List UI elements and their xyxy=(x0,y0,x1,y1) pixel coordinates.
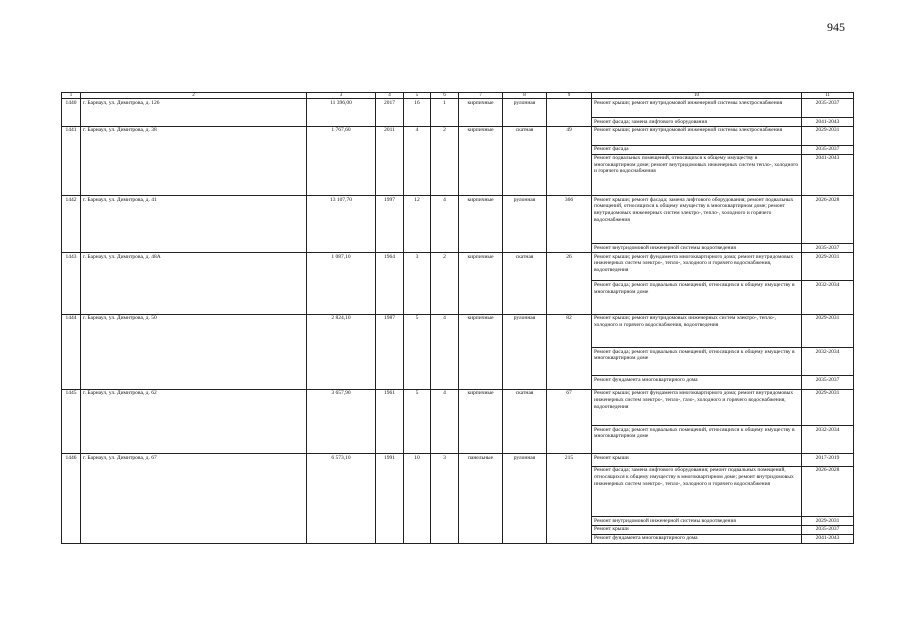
work-period-cell: 2029-2031 xyxy=(802,253,854,281)
year-cell: 1991 xyxy=(376,454,404,544)
column-number: 6 xyxy=(431,93,459,99)
column-number: 5 xyxy=(404,93,431,99)
roof-type-cell: рулонная xyxy=(503,454,547,544)
area-cell: 1 767,60 xyxy=(307,126,376,195)
year-cell: 1997 xyxy=(376,196,404,253)
year-cell: 2011 xyxy=(376,126,404,195)
table-row xyxy=(62,454,854,467)
area-cell: 1 087,10 xyxy=(307,253,376,315)
roof-type-cell: рулонная xyxy=(503,314,547,389)
work-description-cell: Ремонт фасада; ремонт подвальных помещений, относящихся к общему имуществу в многоквартирном доме xyxy=(592,426,802,454)
work-period-cell: 2035-2037 xyxy=(802,145,854,154)
work-period-cell: 2029-2031 xyxy=(802,126,854,145)
column-number: 1 xyxy=(62,93,81,99)
work-description-cell: Ремонт фасада xyxy=(592,145,802,154)
work-period-cell: 2029-2031 xyxy=(802,389,854,425)
row-number: 1441 xyxy=(62,126,81,195)
entrances-cell: 2 xyxy=(431,126,459,195)
work-period-cell: 2041-2043 xyxy=(802,154,854,196)
floors-cell: 12 xyxy=(404,196,431,253)
row-number: 1442 xyxy=(62,196,81,253)
apartments-cell: 82 xyxy=(547,314,592,389)
column-number: 3 xyxy=(307,93,376,99)
row-number: 1446 xyxy=(62,454,81,544)
work-period-cell: 2032-2034 xyxy=(802,281,854,314)
work-description-cell: Ремонт крыши; ремонт внутридомовой инженерной системы электроснабжения xyxy=(592,126,802,145)
work-description-cell: Ремонт фасада; ремонт подвальных помещений, относящихся к общему имуществу в многоквартирном доме xyxy=(592,281,802,314)
column-number: 7 xyxy=(459,93,503,99)
year-cell: 2017 xyxy=(376,99,404,127)
work-description-cell: Ремонт крыши; ремонт внутридомовых инженерных систем электро-, тепло-, холодного и горячего водоснабжения, водоотведения xyxy=(592,314,802,347)
address-cell: г. Барнаул, ул. Димитрова, д. 38 xyxy=(81,126,307,195)
wall-material-cell: панельные xyxy=(459,454,503,544)
wall-material-cell: кирпичные xyxy=(459,126,503,195)
work-period-cell: 2032-2034 xyxy=(802,348,854,376)
floors-cell: 3 xyxy=(404,253,431,315)
floors-cell: 4 xyxy=(404,126,431,195)
work-period-cell: 2035-2037 xyxy=(802,244,854,253)
area-cell: 13 107,70 xyxy=(307,196,376,253)
floors-cell: 5 xyxy=(404,389,431,454)
row-number: 1443 xyxy=(62,253,81,315)
table-row xyxy=(62,196,854,244)
work-description-cell: Ремонт фасада; замена лифтового оборудования; ремонт подвальных помещений, относящихся к общему имуществу в многоквартирном доме; ремонт внутридомовых инженерных систем электро-, тепло-, холодного и горячего водоснабжения xyxy=(592,466,802,516)
work-period-cell: 2026-2028 xyxy=(802,196,854,244)
repair-schedule-table xyxy=(61,92,854,544)
column-number: 10 xyxy=(592,93,802,99)
work-period-cell: 2041-2043 xyxy=(802,534,854,543)
area-cell: 3 657,90 xyxy=(307,389,376,454)
apartments-cell: 49 xyxy=(547,126,592,195)
work-description-cell: Ремонт крыши; ремонт фасада; замена лифтового оборудования; ремонт подвальных помещений, относящихся к общему имуществу в многоквартирном доме; ремонт внутридомовых инженерных систем электро-, тепло-, холодного и горячего водоснабжения xyxy=(592,196,802,244)
year-cell: 1961 xyxy=(376,389,404,454)
entrances-cell: 3 xyxy=(431,454,459,544)
row-number: 1444 xyxy=(62,314,81,389)
apartments-cell: 215 xyxy=(547,454,592,544)
entrances-cell: 4 xyxy=(431,389,459,454)
apartments-cell: 26 xyxy=(547,253,592,315)
apartments-cell: 67 xyxy=(547,389,592,454)
work-description-cell: Ремонт крыши; ремонт фундамента многоквартирного дома; ремонт внутридомовых инженерных систем электро-, тепло-, газо-, холодного и горячего водоснабжения, водоотведения xyxy=(592,389,802,425)
column-number: 11 xyxy=(802,93,854,99)
apartments-cell: 366 xyxy=(547,196,592,253)
work-description-cell: Ремонт фундамента многоквартирного дома xyxy=(592,534,802,543)
area-cell: 2 824,10 xyxy=(307,314,376,389)
address-cell: г. Барнаул, ул. Димитрова, д. 48А xyxy=(81,253,307,315)
entrances-cell: 4 xyxy=(431,314,459,389)
work-period-cell: 2026-2028 xyxy=(802,466,854,516)
roof-type-cell: скатная xyxy=(503,389,547,454)
floors-cell: 10 xyxy=(404,454,431,544)
address-cell: г. Барнаул, ул. Димитрова, д. 50 xyxy=(81,314,307,389)
address-cell: г. Барнаул, ул. Димитрова, д. 41 xyxy=(81,196,307,253)
work-description-cell: Ремонт фундамента многоквартирного дома xyxy=(592,376,802,390)
wall-material-cell: кирпичные xyxy=(459,99,503,127)
wall-material-cell: кирпичные xyxy=(459,196,503,253)
work-description-cell: Ремонт крыши xyxy=(592,525,802,534)
column-number: 9 xyxy=(547,93,592,99)
work-description-cell: Ремонт крыши; ремонт внутридомовой инженерной системы электроснабжения xyxy=(592,99,802,118)
wall-material-cell: кирпичные xyxy=(459,389,503,454)
work-period-cell: 2017-2019 xyxy=(802,454,854,467)
work-period-cell: 2029-2031 xyxy=(802,314,854,347)
address-cell: г. Барнаул, ул. Димитрова, д. 67 xyxy=(81,454,307,544)
table-row xyxy=(62,126,854,145)
roof-type-cell: скатная xyxy=(503,126,547,195)
table-row xyxy=(62,314,854,347)
row-number: 1440 xyxy=(62,99,81,127)
entrances-cell: 4 xyxy=(431,196,459,253)
wall-material-cell: кирпичные xyxy=(459,314,503,389)
page-number: 945 xyxy=(827,20,845,34)
floors-cell: 5 xyxy=(404,314,431,389)
roof-type-cell: скатная xyxy=(503,253,547,315)
table-row xyxy=(62,389,854,425)
address-cell: г. Барнаул, ул. Димитрова, д. 62 xyxy=(81,389,307,454)
row-number: 1445 xyxy=(62,389,81,454)
work-description-cell: Ремонт фасада; замена лифтового оборудования xyxy=(592,118,802,127)
column-number: 8 xyxy=(503,93,547,99)
work-period-cell: 2035-2037 xyxy=(802,99,854,118)
column-number: 2 xyxy=(81,93,307,99)
work-description-cell: Ремонт крыши; ремонт фундамента многоквартирного дома; ремонт внутридомовых инженерных систем электро-, тепло-, холодного и горячего водоснабжения, водоотведения xyxy=(592,253,802,281)
work-period-cell: 2035-2037 xyxy=(802,525,854,534)
entrances-cell: 2 xyxy=(431,253,459,315)
year-cell: 1987 xyxy=(376,314,404,389)
work-description-cell: Ремонт внутридомовой инженерной системы водоотведения xyxy=(592,244,802,253)
work-period-cell: 2035-2037 xyxy=(802,376,854,390)
area-cell: 11 396,00 xyxy=(307,99,376,127)
address-cell: г. Барнаул, ул. Димитрова, д. 126 xyxy=(81,99,307,127)
area-cell: 6 573,10 xyxy=(307,454,376,544)
year-cell: 1964 xyxy=(376,253,404,315)
wall-material-cell: кирпичные xyxy=(459,253,503,315)
table-row xyxy=(62,253,854,281)
work-period-cell: 2041-2043 xyxy=(802,118,854,127)
table-row xyxy=(62,99,854,118)
roof-type-cell: рулонная xyxy=(503,99,547,127)
entrances-cell: 1 xyxy=(431,99,459,127)
work-period-cell: 2032-2034 xyxy=(802,426,854,454)
work-period-cell: 2029-2031 xyxy=(802,517,854,526)
work-description-cell: Ремонт фасада; ремонт подвальных помещений, относящихся к общему имуществу в многоквартирном доме xyxy=(592,348,802,376)
column-number: 4 xyxy=(376,93,404,99)
work-description-cell: Ремонт крыши xyxy=(592,454,802,467)
roof-type-cell: рулонная xyxy=(503,196,547,253)
work-description-cell: Ремонт внутридомовой инженерной системы водоотведения xyxy=(592,517,802,526)
work-description-cell: Ремонт подвальных помещений, относящихся к общему имуществу в многоквартирном доме; ремонт внутридомовых инженерных систем тепло-, холодного и горячего водоснабжения xyxy=(592,154,802,196)
floors-cell: 16 xyxy=(404,99,431,127)
apartments-cell xyxy=(547,99,592,127)
